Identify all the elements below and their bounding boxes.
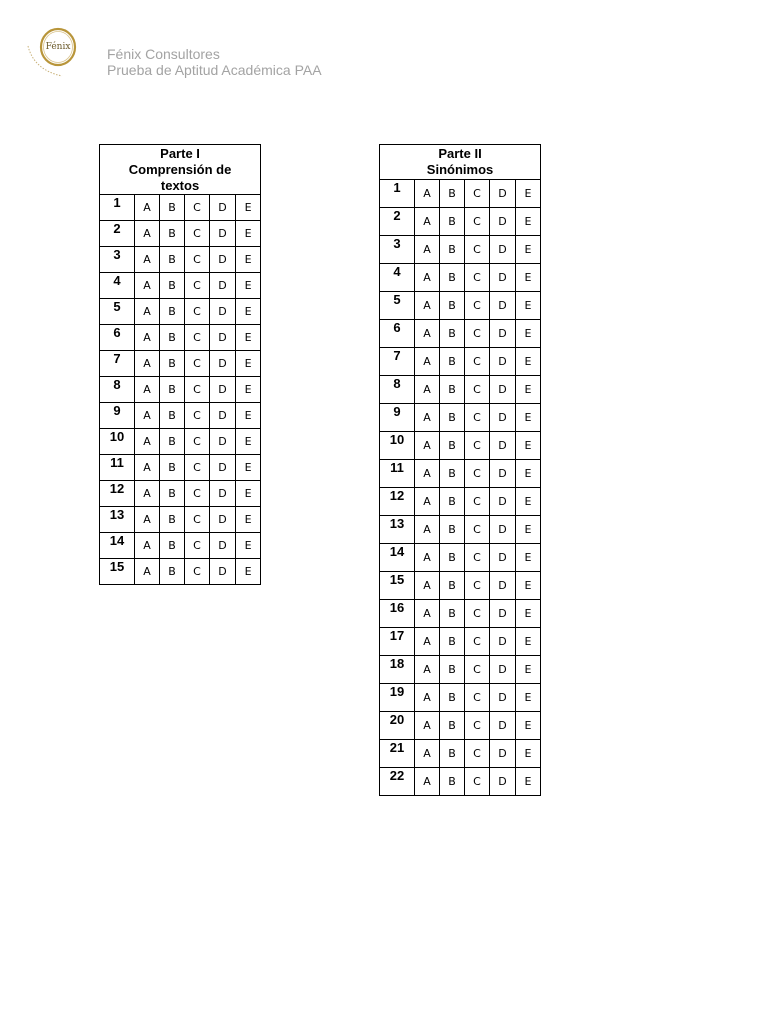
answer-option-b[interactable]: B xyxy=(160,299,185,325)
question-row xyxy=(100,455,261,481)
question-row xyxy=(380,656,541,684)
answer-option-b[interactable]: B xyxy=(440,404,465,432)
answer-option-d[interactable]: D xyxy=(490,320,516,348)
answer-option-b[interactable]: B xyxy=(160,403,185,429)
answer-option-c[interactable]: C xyxy=(465,460,490,488)
question-row xyxy=(380,740,541,768)
answer-option-b[interactable]: B xyxy=(160,455,185,481)
answer-option-c[interactable]: C xyxy=(185,273,210,299)
answer-option-a[interactable]: A xyxy=(415,516,440,544)
answer-option-d[interactable]: D xyxy=(490,712,516,740)
answer-option-e[interactable]: E xyxy=(516,292,541,320)
answer-option-e[interactable]: E xyxy=(236,559,261,585)
answer-option-d[interactable]: D xyxy=(490,264,516,292)
answer-option-c[interactable]: C xyxy=(465,712,490,740)
answer-option-b[interactable]: B xyxy=(440,236,465,264)
answer-option-e[interactable]: E xyxy=(236,377,261,403)
question-row xyxy=(100,325,261,351)
answer-option-c[interactable]: C xyxy=(185,377,210,403)
answer-option-e[interactable]: E xyxy=(236,273,261,299)
answer-option-b[interactable]: B xyxy=(160,325,185,351)
answer-option-b[interactable]: B xyxy=(440,348,465,376)
answer-option-c[interactable]: C xyxy=(185,507,210,533)
question-row xyxy=(100,247,261,273)
answer-option-b[interactable]: B xyxy=(440,376,465,404)
answer-option-a[interactable]: A xyxy=(135,533,160,559)
answer-option-d[interactable]: D xyxy=(210,351,236,377)
company-name: Fénix Consultores xyxy=(107,46,220,62)
answer-option-d[interactable]: D xyxy=(210,455,236,481)
answer-option-a[interactable]: A xyxy=(415,432,440,460)
answer-option-b[interactable]: B xyxy=(160,507,185,533)
question-row xyxy=(380,376,541,404)
question-number: 2 xyxy=(100,221,135,247)
answer-option-e[interactable]: E xyxy=(516,656,541,684)
answer-option-e[interactable]: E xyxy=(516,572,541,600)
question-row xyxy=(100,299,261,325)
answer-option-e[interactable]: E xyxy=(236,299,261,325)
answer-option-e[interactable]: E xyxy=(236,481,261,507)
question-row xyxy=(100,273,261,299)
answer-option-a[interactable]: A xyxy=(415,208,440,236)
answer-option-c[interactable]: C xyxy=(465,600,490,628)
answer-option-c[interactable]: C xyxy=(465,208,490,236)
document-header xyxy=(24,22,384,86)
question-number: 12 xyxy=(380,488,415,516)
question-number: 5 xyxy=(100,299,135,325)
answer-option-e[interactable]: E xyxy=(236,403,261,429)
question-number: 3 xyxy=(100,247,135,273)
question-row xyxy=(380,572,541,600)
answer-option-b[interactable]: B xyxy=(160,247,185,273)
question-number: 13 xyxy=(100,507,135,533)
answer-option-c[interactable]: C xyxy=(185,559,210,585)
answer-option-c[interactable]: C xyxy=(465,516,490,544)
answer-option-c[interactable]: C xyxy=(465,768,490,796)
answer-option-b[interactable]: B xyxy=(440,768,465,796)
answer-option-b[interactable]: B xyxy=(160,533,185,559)
question-row xyxy=(380,236,541,264)
answer-option-b[interactable]: B xyxy=(440,544,465,572)
question-row xyxy=(380,292,541,320)
table-title-line: textos xyxy=(160,178,200,193)
answer-option-e[interactable]: E xyxy=(516,684,541,712)
answer-option-e[interactable]: E xyxy=(236,429,261,455)
question-row xyxy=(380,628,541,656)
question-row xyxy=(380,432,541,460)
answer-option-d[interactable]: D xyxy=(490,572,516,600)
answer-option-e[interactable]: E xyxy=(516,208,541,236)
question-number: 9 xyxy=(380,404,415,432)
question-row xyxy=(100,533,261,559)
answer-option-c[interactable]: C xyxy=(185,455,210,481)
answer-option-c[interactable]: C xyxy=(185,299,210,325)
answer-option-c[interactable]: C xyxy=(465,320,490,348)
question-row xyxy=(380,768,541,796)
answer-option-b[interactable]: B xyxy=(160,481,185,507)
answer-option-e[interactable]: E xyxy=(236,351,261,377)
answer-option-a[interactable]: A xyxy=(135,221,160,247)
answer-option-b[interactable]: B xyxy=(160,273,185,299)
answer-option-e[interactable]: E xyxy=(236,455,261,481)
question-row xyxy=(380,544,541,572)
answer-option-a[interactable]: A xyxy=(415,488,440,516)
question-row xyxy=(380,460,541,488)
answer-option-d[interactable]: D xyxy=(490,544,516,572)
answer-option-d[interactable]: D xyxy=(210,533,236,559)
answer-option-a[interactable]: A xyxy=(415,376,440,404)
answer-option-a[interactable]: A xyxy=(415,628,440,656)
answer-option-a[interactable]: A xyxy=(135,351,160,377)
answer-option-c[interactable]: C xyxy=(465,656,490,684)
answer-option-b[interactable]: B xyxy=(160,377,185,403)
answer-option-d[interactable]: D xyxy=(490,656,516,684)
question-row xyxy=(380,320,541,348)
answer-option-d[interactable]: D xyxy=(210,221,236,247)
table-title xyxy=(100,145,261,195)
question-number: 3 xyxy=(380,236,415,264)
table-title-line: Sinónimos xyxy=(426,162,494,177)
answer-table-parte-1 xyxy=(99,144,261,585)
question-row xyxy=(380,712,541,740)
question-number: 10 xyxy=(380,432,415,460)
answer-option-e[interactable]: E xyxy=(516,460,541,488)
question-number: 4 xyxy=(100,273,135,299)
question-number: 14 xyxy=(380,544,415,572)
answer-option-d[interactable]: D xyxy=(490,768,516,796)
question-number: 8 xyxy=(380,376,415,404)
answer-option-b[interactable]: B xyxy=(440,320,465,348)
answer-option-e[interactable]: E xyxy=(516,768,541,796)
question-number: 13 xyxy=(380,516,415,544)
answer-option-d[interactable]: D xyxy=(490,740,516,768)
question-row xyxy=(380,516,541,544)
answer-option-c[interactable]: C xyxy=(465,432,490,460)
answer-option-e[interactable]: E xyxy=(516,236,541,264)
question-row xyxy=(380,404,541,432)
question-row xyxy=(380,264,541,292)
answer-option-d[interactable]: D xyxy=(490,292,516,320)
answer-option-a[interactable]: A xyxy=(415,264,440,292)
answer-option-a[interactable]: A xyxy=(135,403,160,429)
question-number: 14 xyxy=(100,533,135,559)
answer-option-c[interactable]: C xyxy=(465,572,490,600)
answer-option-a[interactable]: A xyxy=(415,320,440,348)
question-number: 7 xyxy=(100,351,135,377)
answer-option-d[interactable]: D xyxy=(490,404,516,432)
answer-option-c[interactable]: C xyxy=(185,403,210,429)
answer-table-parte-2 xyxy=(379,144,541,796)
answer-option-d[interactable]: D xyxy=(210,429,236,455)
question-number: 22 xyxy=(380,768,415,796)
answer-option-e[interactable]: E xyxy=(516,180,541,208)
question-number: 4 xyxy=(380,264,415,292)
question-number: 10 xyxy=(100,429,135,455)
answer-option-c[interactable]: C xyxy=(465,348,490,376)
answer-option-d[interactable]: D xyxy=(490,460,516,488)
answer-option-a[interactable]: A xyxy=(415,684,440,712)
question-row xyxy=(100,481,261,507)
answer-option-e[interactable]: E xyxy=(516,432,541,460)
answer-option-a[interactable]: A xyxy=(135,507,160,533)
answer-option-d[interactable]: D xyxy=(210,195,236,221)
answer-option-b[interactable]: B xyxy=(160,221,185,247)
answer-option-d[interactable]: D xyxy=(210,325,236,351)
svg-text:Fénix: Fénix xyxy=(45,42,71,52)
answer-option-b[interactable]: B xyxy=(440,600,465,628)
answer-option-b[interactable]: B xyxy=(160,429,185,455)
answer-option-c[interactable]: C xyxy=(185,351,210,377)
answer-option-a[interactable]: A xyxy=(135,273,160,299)
answer-option-b[interactable]: B xyxy=(440,432,465,460)
answer-option-c[interactable]: C xyxy=(465,236,490,264)
question-row xyxy=(100,195,261,221)
answer-option-b[interactable]: B xyxy=(440,264,465,292)
answer-option-b[interactable]: B xyxy=(440,180,465,208)
question-row xyxy=(380,600,541,628)
answer-option-a[interactable]: A xyxy=(415,768,440,796)
answer-option-a[interactable]: A xyxy=(415,404,440,432)
question-row xyxy=(100,507,261,533)
question-number: 6 xyxy=(380,320,415,348)
answer-option-a[interactable]: A xyxy=(135,325,160,351)
answer-option-b[interactable]: B xyxy=(440,292,465,320)
question-number: 2 xyxy=(380,208,415,236)
answer-option-b[interactable]: B xyxy=(440,572,465,600)
answer-option-e[interactable]: E xyxy=(516,320,541,348)
question-number: 16 xyxy=(380,600,415,628)
question-number: 17 xyxy=(380,628,415,656)
answer-option-d[interactable]: D xyxy=(490,376,516,404)
table-title-line: Parte I xyxy=(160,146,200,161)
answer-option-c[interactable]: C xyxy=(185,429,210,455)
question-row xyxy=(100,403,261,429)
answer-option-d[interactable]: D xyxy=(210,247,236,273)
answer-option-b[interactable]: B xyxy=(440,712,465,740)
question-number: 1 xyxy=(100,195,135,221)
answer-option-d[interactable]: D xyxy=(490,432,516,460)
question-number: 18 xyxy=(380,656,415,684)
answer-option-b[interactable]: B xyxy=(440,208,465,236)
answer-option-b[interactable]: B xyxy=(440,628,465,656)
answer-option-d[interactable]: D xyxy=(490,684,516,712)
answer-option-e[interactable]: E xyxy=(516,264,541,292)
answer-option-d[interactable]: D xyxy=(490,180,516,208)
answer-option-c[interactable]: C xyxy=(465,404,490,432)
answer-option-a[interactable]: A xyxy=(135,481,160,507)
answer-option-d[interactable]: D xyxy=(490,628,516,656)
question-row xyxy=(100,559,261,585)
answer-option-c[interactable]: C xyxy=(465,376,490,404)
answer-option-d[interactable]: D xyxy=(490,516,516,544)
question-number: 6 xyxy=(100,325,135,351)
table-title xyxy=(380,145,541,180)
question-number: 20 xyxy=(380,712,415,740)
answer-option-c[interactable]: C xyxy=(465,684,490,712)
question-number: 12 xyxy=(100,481,135,507)
answer-option-d[interactable]: D xyxy=(490,208,516,236)
answer-option-e[interactable]: E xyxy=(516,544,541,572)
answer-option-a[interactable]: A xyxy=(415,180,440,208)
answer-option-b[interactable]: B xyxy=(440,516,465,544)
answer-option-b[interactable]: B xyxy=(440,684,465,712)
answer-option-a[interactable]: A xyxy=(415,572,440,600)
answer-option-e[interactable]: E xyxy=(236,325,261,351)
question-row xyxy=(100,429,261,455)
answer-option-e[interactable]: E xyxy=(516,712,541,740)
table-title-line: Comprensión de xyxy=(128,162,232,177)
question-row xyxy=(380,208,541,236)
answer-option-e[interactable]: E xyxy=(516,376,541,404)
answer-option-c[interactable]: C xyxy=(465,264,490,292)
answer-option-a[interactable]: A xyxy=(135,195,160,221)
question-number: 19 xyxy=(380,684,415,712)
answer-option-e[interactable]: E xyxy=(236,221,261,247)
question-number: 11 xyxy=(100,455,135,481)
answer-option-d[interactable]: D xyxy=(210,507,236,533)
answer-option-a[interactable]: A xyxy=(135,377,160,403)
answer-option-a[interactable]: A xyxy=(415,544,440,572)
answer-option-b[interactable]: B xyxy=(160,559,185,585)
answer-option-c[interactable]: C xyxy=(185,247,210,273)
question-row xyxy=(100,221,261,247)
answer-option-a[interactable]: A xyxy=(415,656,440,684)
answer-option-c[interactable]: C xyxy=(465,488,490,516)
answer-option-a[interactable]: A xyxy=(415,460,440,488)
table-title-line: Parte II xyxy=(438,146,482,161)
answer-option-d[interactable]: D xyxy=(210,559,236,585)
answer-option-d[interactable]: D xyxy=(490,488,516,516)
answer-option-e[interactable]: E xyxy=(236,195,261,221)
question-number: 15 xyxy=(380,572,415,600)
fenix-logo xyxy=(24,22,88,84)
answer-option-e[interactable]: E xyxy=(516,600,541,628)
answer-option-a[interactable]: A xyxy=(415,740,440,768)
answer-option-b[interactable]: B xyxy=(440,656,465,684)
answer-option-c[interactable]: C xyxy=(465,628,490,656)
question-number: 11 xyxy=(380,460,415,488)
question-row xyxy=(380,180,541,208)
answer-option-c[interactable]: C xyxy=(185,221,210,247)
answer-option-d[interactable]: D xyxy=(210,481,236,507)
question-row xyxy=(100,351,261,377)
answer-option-a[interactable]: A xyxy=(135,299,160,325)
answer-option-a[interactable]: A xyxy=(415,236,440,264)
answer-option-e[interactable]: E xyxy=(236,247,261,273)
answer-option-b[interactable]: B xyxy=(160,195,185,221)
question-number: 21 xyxy=(380,740,415,768)
answer-option-c[interactable]: C xyxy=(185,195,210,221)
answer-option-b[interactable]: B xyxy=(440,460,465,488)
question-number: 9 xyxy=(100,403,135,429)
answer-option-c[interactable]: C xyxy=(185,325,210,351)
answer-option-c[interactable]: C xyxy=(465,292,490,320)
answer-option-d[interactable]: D xyxy=(210,403,236,429)
answer-option-e[interactable]: E xyxy=(516,516,541,544)
document-subtitle: Prueba de Aptitud Académica PAA xyxy=(107,62,322,78)
answer-option-b[interactable]: B xyxy=(440,740,465,768)
question-number: 5 xyxy=(380,292,415,320)
answer-option-d[interactable]: D xyxy=(490,600,516,628)
question-row xyxy=(380,684,541,712)
answer-option-d[interactable]: D xyxy=(490,236,516,264)
answer-option-a[interactable]: A xyxy=(415,712,440,740)
answer-option-a[interactable]: A xyxy=(415,292,440,320)
answer-option-b[interactable]: B xyxy=(440,488,465,516)
question-row xyxy=(380,348,541,376)
answer-option-a[interactable]: A xyxy=(135,247,160,273)
answer-option-e[interactable]: E xyxy=(236,507,261,533)
answer-option-a[interactable]: A xyxy=(135,559,160,585)
answer-option-c[interactable]: C xyxy=(465,544,490,572)
answer-option-a[interactable]: A xyxy=(415,600,440,628)
answer-option-d[interactable]: D xyxy=(210,273,236,299)
answer-option-c[interactable]: C xyxy=(185,481,210,507)
answer-option-d[interactable]: D xyxy=(490,348,516,376)
answer-option-a[interactable]: A xyxy=(135,429,160,455)
answer-option-e[interactable]: E xyxy=(236,533,261,559)
answer-option-d[interactable]: D xyxy=(210,377,236,403)
answer-option-b[interactable]: B xyxy=(160,351,185,377)
answer-option-c[interactable]: C xyxy=(465,180,490,208)
answer-option-e[interactable]: E xyxy=(516,348,541,376)
answer-option-e[interactable]: E xyxy=(516,740,541,768)
question-row xyxy=(380,488,541,516)
answer-option-c[interactable]: C xyxy=(185,533,210,559)
question-row xyxy=(100,377,261,403)
question-number: 7 xyxy=(380,348,415,376)
answer-option-e[interactable]: E xyxy=(516,404,541,432)
answer-option-e[interactable]: E xyxy=(516,628,541,656)
answer-option-c[interactable]: C xyxy=(465,740,490,768)
question-number: 1 xyxy=(380,180,415,208)
answer-option-a[interactable]: A xyxy=(415,348,440,376)
question-number: 8 xyxy=(100,377,135,403)
answer-option-d[interactable]: D xyxy=(210,299,236,325)
answer-option-a[interactable]: A xyxy=(135,455,160,481)
answer-option-e[interactable]: E xyxy=(516,488,541,516)
question-number: 15 xyxy=(100,559,135,585)
